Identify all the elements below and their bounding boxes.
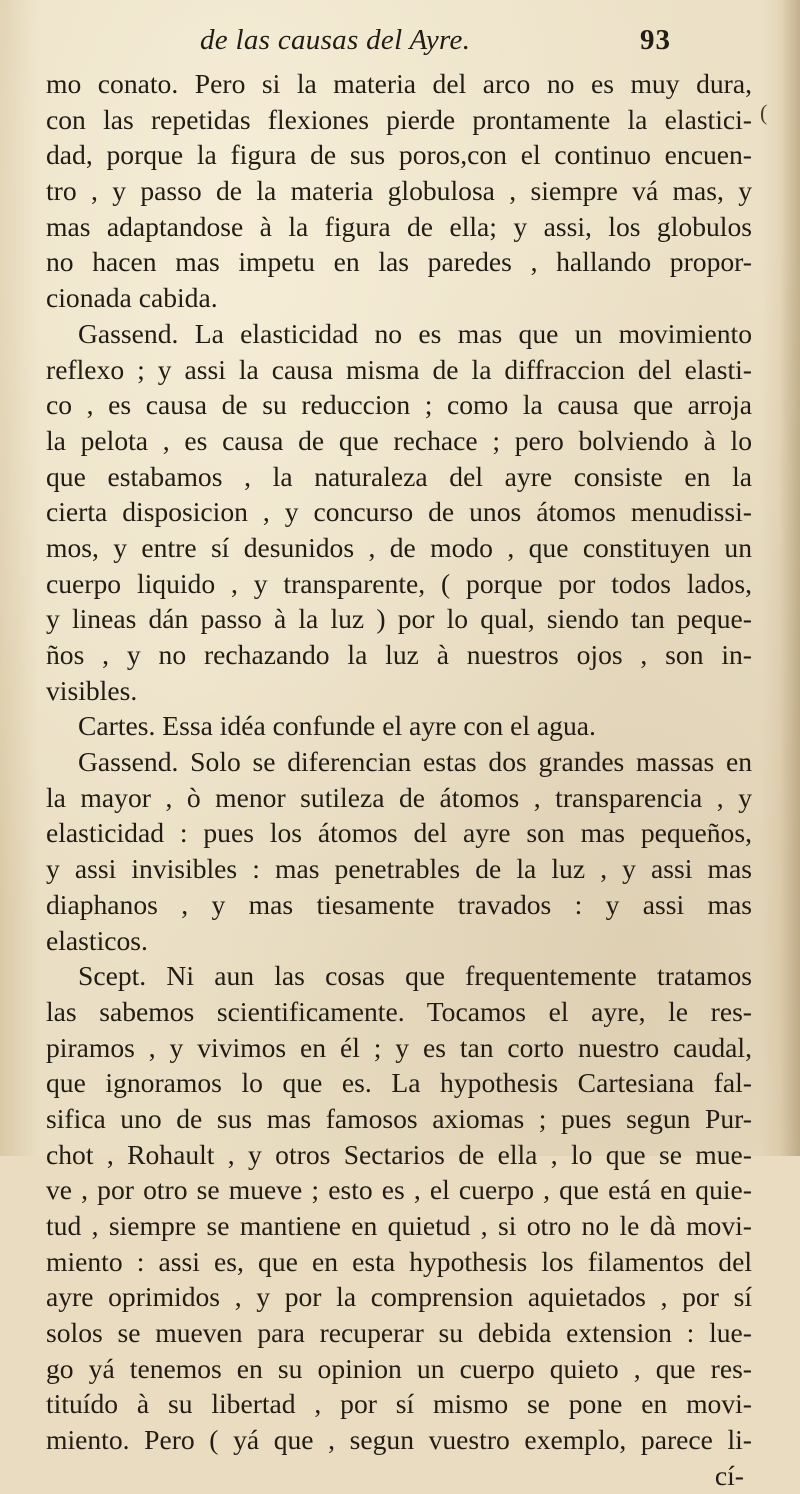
text-line: go yá tenemos en su opinion un cuerpo quieto , que res-: [46, 1352, 752, 1384]
page-header: [0, 18, 800, 64]
text-line: las sabemos scientificamente. Tocamos el ayre, le res-: [46, 995, 752, 1027]
text-line: no hacen mas impetu en las paredes , hallando propor-: [46, 246, 752, 278]
text-line: la pelota , es causa de que rechace ; pero bolviendo à lo: [46, 424, 752, 456]
text-line: cuerpo liquido , y transparente, ( porque por todos lados,: [46, 567, 752, 599]
text-line: con las repetidas flexiones pierde prontamente la elastici-: [46, 103, 752, 135]
text-line: la mayor , ò menor sutileza de átomos , transparencia , y: [46, 781, 752, 813]
text-line: cionada cabida.: [46, 282, 218, 314]
text-line: ños , y no rechazando la luz à nuestros ojos , son in-: [46, 639, 752, 670]
page-number: 93: [640, 24, 671, 56]
text-line: co , es causa de su reduccion ; como la causa que arroja: [46, 389, 752, 421]
text-line: cierta disposicion , y concurso de unos átomos menudissi-: [46, 496, 752, 528]
text-line: y lineas dán passo à la luz ) por lo qual, siendo tan peque-: [46, 603, 752, 635]
text-line: ve , por otro se mueve ; esto es , el cuerpo , que está en quie-: [46, 1174, 752, 1206]
text-line: sifica uno de sus mas famosos axiomas ; pues segun Pur-: [46, 1102, 752, 1134]
dialogue-line: Gassend. La elasticidad no es mas que un movimiento: [78, 317, 752, 349]
text-line: mas adaptandose à la figura de ella; y assi, los globulos: [46, 210, 752, 242]
text-line: que ignoramos lo que es. La hypothesis Cartesiana fal-: [46, 1067, 752, 1099]
text-line: diaphanos , y mas tiesamente travados : y assi mas: [46, 888, 752, 920]
text-line: elasticidad : pues los átomos del ayre son mas pequeños,: [46, 817, 752, 849]
text-line: miento. Pero ( yá que , segun vuestro exemplo, parece li-: [46, 1424, 752, 1456]
text-line: y assi invisibles : mas penetrables de la luz , y assi mas: [46, 853, 752, 885]
text-line: tud , siempre se mantiene en quietud , si otro no le dà movi-: [46, 1210, 752, 1241]
text-line: chot , Rohault , y otros Sectarios de ella , lo que se mue-: [46, 1138, 752, 1170]
page-edge-shadow: [780, 0, 800, 1156]
margin-mark: (: [760, 100, 768, 125]
dialogue-line: Gassend. Solo se diferencian estas dos grandes massas en: [78, 746, 752, 778]
text-line: tituído à su libertad , por sí mismo se pone en movi-: [46, 1388, 752, 1420]
text-line: miento : assi es, que en esta hypothesis los filamentos del: [46, 1245, 752, 1277]
running-title: de las causas del Ayre.: [200, 24, 471, 56]
body-text: [46, 66, 752, 1494]
text-line: dad, porque la figura de sus poros,con el continuo encuen-: [46, 139, 752, 171]
text-line: ayre oprimidos , y por la comprension aquietados , por sí: [46, 1281, 752, 1313]
text-line: visibles.: [46, 674, 138, 706]
text-line: mos, y entre sí desunidos , de modo , que constituyen un: [46, 531, 752, 563]
text-line: solos se mueven para recuperar su debida extension : lue-: [46, 1317, 752, 1349]
dialogue-line: Cartes. Essa idéa confunde el ayre con el agua.: [78, 710, 596, 742]
text-line: que estabamos , la naturaleza del ayre consiste en la: [46, 460, 752, 492]
text-line: mo conato. Pero si la materia del arco no es muy dura,: [46, 68, 752, 99]
text-line: reflexo ; y assi la causa misma de la diffraccion del elasti-: [46, 353, 752, 385]
dialogue-line: Scept. Ni aun las cosas que frequentemente tratamos: [78, 960, 752, 992]
text-line: piramos , y vivimos en él ; y es tan corto nuestro caudal,: [46, 1031, 752, 1063]
catchword: cí-: [714, 1459, 744, 1491]
text-line: tro , y passo de la materia globulosa , siempre vá mas, y: [46, 175, 752, 207]
text-line: elasticos.: [46, 924, 148, 956]
